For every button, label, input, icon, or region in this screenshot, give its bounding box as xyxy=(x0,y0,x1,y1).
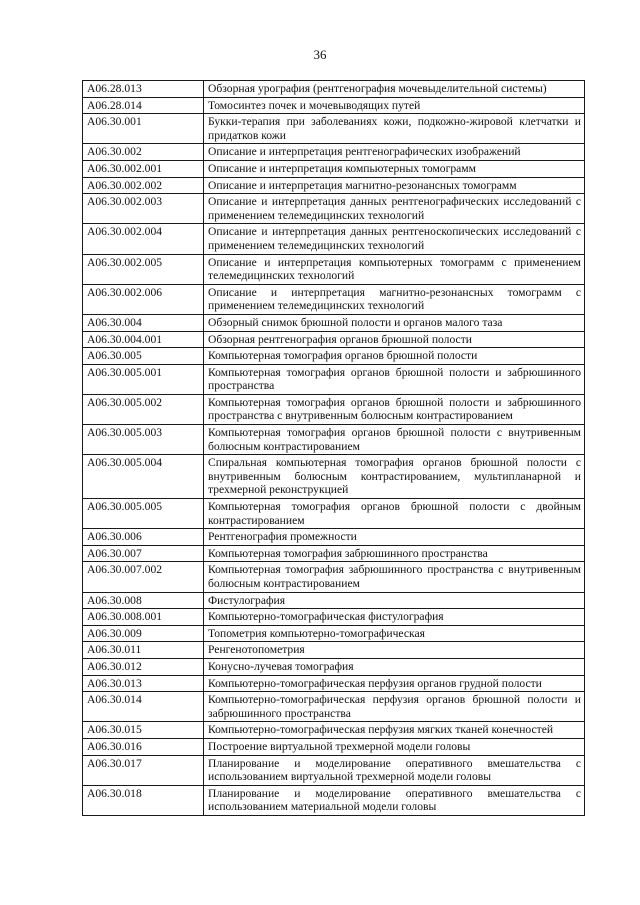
table-row xyxy=(83,194,585,224)
procedure-code-cell: A06.30.002.004 xyxy=(83,224,204,254)
table-row xyxy=(83,97,585,114)
procedure-code-cell: A06.30.014 xyxy=(83,692,204,722)
procedure-code-cell: A06.30.005.003 xyxy=(83,425,204,455)
procedure-code-cell: A06.30.005 xyxy=(83,348,204,365)
procedure-code-cell: A06.30.002 xyxy=(83,144,204,161)
procedure-code-cell: A06.30.018 xyxy=(83,785,204,815)
table-body xyxy=(83,81,585,816)
table-row xyxy=(83,348,585,365)
procedure-code-cell: A06.30.008.001 xyxy=(83,609,204,626)
table-row xyxy=(83,545,585,562)
table-row xyxy=(83,364,585,394)
procedure-name-cell: Компьютерно-томографическая перфузия органов грудной полости xyxy=(204,675,585,692)
procedure-code-cell: A06.28.014 xyxy=(83,97,204,114)
procedure-name-cell: Конусно-лучевая томография xyxy=(204,658,585,675)
procedure-name-cell: Описание и интерпретация магнитно-резонансных томограмм xyxy=(204,177,585,194)
procedure-code-cell: A06.30.005.002 xyxy=(83,394,204,424)
procedure-name-cell: Планирование и моделирование оперативного вмешательства с использованием материальной модели головы xyxy=(204,785,585,815)
table-row xyxy=(83,755,585,785)
procedure-name-cell: Описание и интерпретация данных рентгенографических исследований с применением телемедицинских технологий xyxy=(204,194,585,224)
table-row xyxy=(83,331,585,348)
table-row xyxy=(83,224,585,254)
procedure-name-cell: Компьютерно-томографическая перфузия мягких тканей конечностей xyxy=(204,722,585,739)
table-row xyxy=(83,722,585,739)
table-row xyxy=(83,455,585,499)
table-row xyxy=(83,425,585,455)
procedure-name-cell: Компьютерная томография забрюшинного пространства xyxy=(204,545,585,562)
procedure-name-cell: Ренгенотопометрия xyxy=(204,642,585,659)
table-row xyxy=(83,658,585,675)
procedure-name-cell: Топометрия компьютерно-томографическая xyxy=(204,625,585,642)
procedure-name-cell: Компьютерная томография органов брюшной полости с двойным контрастированием xyxy=(204,499,585,529)
procedure-code-table xyxy=(82,80,585,816)
table-row xyxy=(83,394,585,424)
table-row xyxy=(83,314,585,331)
procedure-code-cell: A06.30.009 xyxy=(83,625,204,642)
procedure-name-cell: Описание и интерпретация данных рентгеноскопических исследований с применением телемедицинских технологий xyxy=(204,224,585,254)
table-row xyxy=(83,81,585,98)
procedure-code-cell: A06.30.005.005 xyxy=(83,499,204,529)
procedure-name-cell: Компьютерно-томографическая фистулография xyxy=(204,609,585,626)
procedure-code-cell: A06.30.017 xyxy=(83,755,204,785)
table-row xyxy=(83,160,585,177)
table-row xyxy=(83,692,585,722)
table-row xyxy=(83,144,585,161)
procedure-code-cell: A06.30.002.002 xyxy=(83,177,204,194)
procedure-name-cell: Обзорная урография (рентгенография мочевыделительной системы) xyxy=(204,81,585,98)
procedure-name-cell: Компьютерная томография органов брюшной полости и забрюшинного пространства с внутривенным болюсным контрастированием xyxy=(204,394,585,424)
table-row xyxy=(83,177,585,194)
table-row xyxy=(83,642,585,659)
table-row xyxy=(83,114,585,144)
procedure-code-cell: A06.30.001 xyxy=(83,114,204,144)
table-row xyxy=(83,625,585,642)
table-row xyxy=(83,785,585,815)
procedure-code-cell: A06.30.004.001 xyxy=(83,331,204,348)
procedure-name-cell: Планирование и моделирование оперативного вмешательства с использованием виртуальной трехмерной модели головы xyxy=(204,755,585,785)
procedure-name-cell: Описание и интерпретация рентгенографических изображений xyxy=(204,144,585,161)
procedure-name-cell: Компьютерная томография органов брюшной полости и забрюшинного пространства xyxy=(204,364,585,394)
procedure-code-cell: A06.30.007 xyxy=(83,545,204,562)
procedure-name-cell: Фистулография xyxy=(204,592,585,609)
procedure-code-cell: A06.30.008 xyxy=(83,592,204,609)
table-row xyxy=(83,254,585,284)
table-row xyxy=(83,529,585,546)
table-row xyxy=(83,499,585,529)
procedure-name-cell: Описание и интерпретация магнитно-резонансных томограмм с применением телемедицинских технологий xyxy=(204,284,585,314)
procedure-code-cell: A06.28.013 xyxy=(83,81,204,98)
procedure-code-cell: A06.30.005.001 xyxy=(83,364,204,394)
procedure-name-cell: Построение виртуальной трехмерной модели головы xyxy=(204,738,585,755)
procedure-name-cell: Обзорная рентгенография органов брюшной полости xyxy=(204,331,585,348)
procedure-code-cell: A06.30.005.004 xyxy=(83,455,204,499)
table-row xyxy=(83,284,585,314)
procedure-name-cell: Томосинтез почек и мочевыводящих путей xyxy=(204,97,585,114)
procedure-name-cell: Спиральная компьютерная томография органов брюшной полости с внутривенным болюсным контрастированием, мультипланарной и трехмерной реконструкцией xyxy=(204,455,585,499)
page-number: 36 xyxy=(313,47,327,62)
table-row xyxy=(83,675,585,692)
table-row xyxy=(83,592,585,609)
procedure-code-cell: A06.30.002.005 xyxy=(83,254,204,284)
procedure-code-cell: A06.30.016 xyxy=(83,738,204,755)
procedure-name-cell: Описание и интерпретация компьютерных томограмм с применением телемедицинских технологий xyxy=(204,254,585,284)
procedure-name-cell: Компьютерная томография органов брюшной полости с внутривенным болюсным контрастированием xyxy=(204,425,585,455)
procedure-name-cell: Букки-терапия при заболеваниях кожи, подкожно-жировой клетчатки и придатков кожи xyxy=(204,114,585,144)
procedure-code-cell: A06.30.002.006 xyxy=(83,284,204,314)
table-row xyxy=(83,738,585,755)
procedure-code-cell: A06.30.004 xyxy=(83,314,204,331)
procedure-name-cell: Компьютерно-томографическая перфузия органов брюшной полости и забрюшинного пространства xyxy=(204,692,585,722)
procedure-code-cell: A06.30.007.002 xyxy=(83,562,204,592)
procedure-name-cell: Рентгенография промежности xyxy=(204,529,585,546)
procedure-code-cell: A06.30.002.001 xyxy=(83,160,204,177)
procedure-code-cell: A06.30.006 xyxy=(83,529,204,546)
procedure-code-cell: A06.30.012 xyxy=(83,658,204,675)
procedure-name-cell: Компьютерная томография забрюшинного пространства с внутривенным болюсным контрастированием xyxy=(204,562,585,592)
table-row xyxy=(83,609,585,626)
procedure-name-cell: Описание и интерпретация компьютерных томограмм xyxy=(204,160,585,177)
procedure-code-cell: A06.30.011 xyxy=(83,642,204,659)
procedure-name-cell: Обзорный снимок брюшной полости и органов малого таза xyxy=(204,314,585,331)
table-row xyxy=(83,562,585,592)
procedure-code-cell: A06.30.015 xyxy=(83,722,204,739)
procedure-code-cell: A06.30.002.003 xyxy=(83,194,204,224)
procedure-name-cell: Компьютерная томография органов брюшной полости xyxy=(204,348,585,365)
procedure-code-cell: A06.30.013 xyxy=(83,675,204,692)
